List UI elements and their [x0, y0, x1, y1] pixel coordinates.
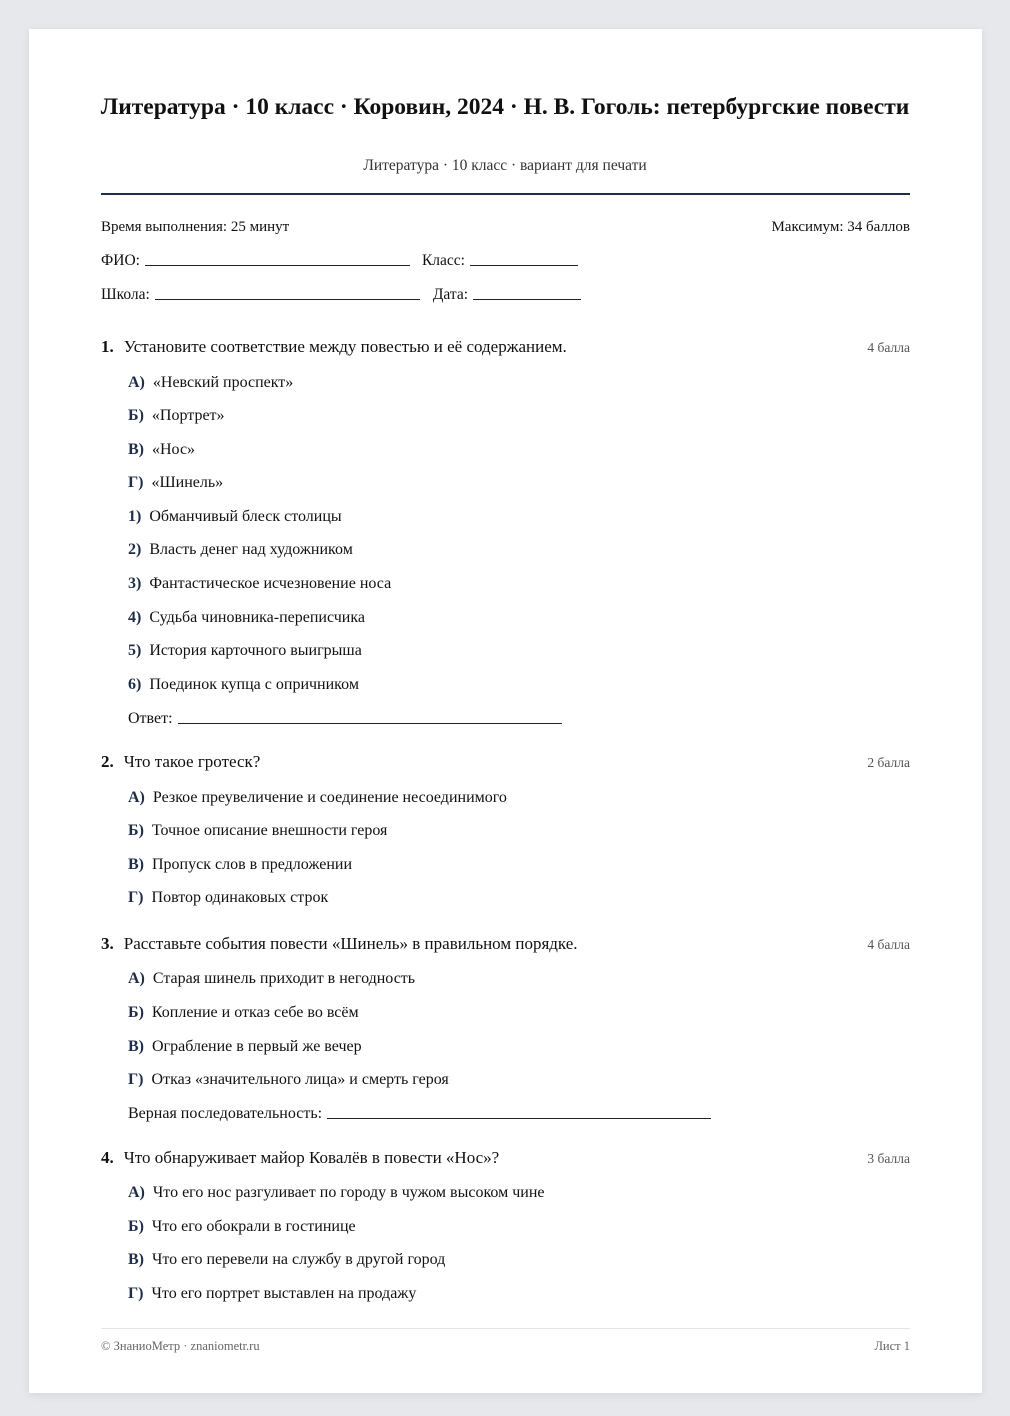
option-text: Точное описание внешности героя [151, 822, 388, 839]
fio-field[interactable] [145, 265, 410, 266]
option-key: В) [128, 856, 144, 873]
option-item [128, 407, 225, 425]
option-key: Г) [128, 1071, 144, 1088]
page-footer [101, 1339, 910, 1354]
option-key: 1) [128, 508, 142, 525]
meta-row [101, 219, 910, 236]
option-item [128, 1285, 416, 1303]
footer-divider [101, 1328, 910, 1329]
option-key: Б) [128, 822, 144, 839]
option-item [128, 856, 352, 874]
option-text: «Нос» [152, 441, 196, 458]
option-item [128, 1038, 362, 1056]
question-points: 3 балла [867, 1151, 910, 1166]
school-date-row [101, 286, 581, 304]
question-number: 2. [101, 752, 114, 771]
option-item [128, 609, 365, 627]
option-text: Обманчивый блеск столицы [149, 508, 342, 525]
option-text: Повтор одинаковых строк [151, 889, 329, 906]
option-key: Б) [128, 407, 144, 424]
option-text: «Портрет» [151, 407, 225, 424]
option-key: 5) [128, 642, 142, 659]
sequence-answer-row [128, 1105, 711, 1123]
option-item [128, 441, 195, 459]
question-points: 2 балла [867, 755, 910, 770]
option-text: Пропуск слов в предложении [152, 856, 352, 873]
option-key: Г) [128, 474, 144, 491]
question-2-header [101, 752, 910, 772]
option-item [128, 1004, 359, 1022]
option-key: А) [128, 374, 145, 391]
option-text: Фантастическое исчезновение носа [149, 575, 392, 592]
option-text: История карточного выигрыша [149, 642, 362, 659]
option-text: Отказ «значительного лица» и смерть героя [151, 1071, 449, 1088]
school-label: Школа: [101, 286, 150, 303]
option-key: В) [128, 441, 144, 458]
option-key: 6) [128, 676, 142, 693]
page-subtitle: Литература · 10 класс · вариант для печати [363, 157, 647, 174]
time-limit: Время выполнения: 25 минут [101, 219, 290, 235]
question-points: 4 балла [867, 340, 910, 355]
answer-label: Ответ: [128, 710, 173, 727]
sequence-answer-label: Верная последовательность: [128, 1105, 323, 1122]
question-text: Что такое гротеск? [123, 752, 261, 771]
option-item [128, 508, 342, 526]
question-4-header [101, 1148, 910, 1168]
fio-class-row [101, 252, 578, 270]
option-item [128, 822, 387, 840]
option-text: Власть денег над художником [149, 541, 353, 558]
question-number: 1. [101, 337, 114, 356]
question-3-header [101, 934, 910, 954]
option-key: Г) [128, 889, 144, 906]
option-text: Старая шинель приходит в негодность [152, 970, 416, 987]
option-key: А) [128, 970, 145, 987]
page-title: Литература · 10 класс · Коровин, 2024 · Н. В. Гоголь: петербургские повести [100, 94, 910, 120]
option-item [128, 889, 328, 907]
option-key: А) [128, 1184, 145, 1201]
option-item [128, 1251, 445, 1269]
option-item [128, 541, 353, 559]
option-item [128, 474, 223, 492]
date-field[interactable] [473, 299, 581, 300]
title-divider [101, 193, 910, 195]
footer-copyright: © ЗнаниоМетр · znaniometr.ru [101, 1339, 260, 1353]
class-label: Класс: [421, 252, 465, 269]
option-item [128, 1218, 356, 1236]
option-text: Копление и отказ себе во всём [151, 1004, 359, 1021]
option-text: Судьба чиновника-переписчика [149, 609, 365, 626]
option-key: А) [128, 789, 145, 806]
sequence-answer-field[interactable] [327, 1118, 711, 1119]
answer-field[interactable] [178, 723, 562, 724]
class-field[interactable] [470, 265, 578, 266]
option-item [128, 789, 507, 807]
question-text: Что обнаруживает майор Ковалёв в повести «Нос»? [123, 1148, 500, 1167]
option-item [128, 1071, 449, 1089]
option-item [128, 676, 359, 694]
answer-row [128, 710, 562, 728]
footer-page-number: Лист 1 [874, 1339, 910, 1353]
date-label: Дата: [432, 286, 469, 303]
question-text: Установите соответствие между повестью и её содержанием. [123, 337, 567, 356]
option-text: «Невский проспект» [152, 374, 294, 391]
question-number: 4. [101, 1148, 114, 1167]
option-item [128, 642, 362, 660]
option-key: В) [128, 1251, 144, 1268]
option-key: Б) [128, 1004, 144, 1021]
option-key: В) [128, 1038, 144, 1055]
option-item [128, 575, 391, 593]
question-text: Расставьте события повести «Шинель» в правильном порядке. [123, 934, 578, 953]
option-item [128, 1184, 545, 1202]
option-key: 4) [128, 609, 142, 626]
option-text: Резкое преувеличение и соединение несоединимого [152, 789, 507, 806]
question-number: 3. [101, 934, 114, 953]
option-text: Поединок купца с опричником [149, 676, 359, 693]
option-text: Ограбление в первый же вечер [152, 1038, 362, 1055]
fio-label: ФИО: [101, 252, 140, 269]
option-text: Что его обокрали в гостинице [151, 1218, 356, 1235]
option-key: Г) [128, 1285, 144, 1302]
option-item [128, 374, 293, 392]
option-key: Б) [128, 1218, 144, 1235]
option-text: «Шинель» [151, 474, 224, 491]
option-item [128, 970, 415, 988]
option-key: 3) [128, 575, 142, 592]
option-text: Что его перевели на службу в другой город [152, 1251, 446, 1268]
question-1-header [101, 337, 910, 357]
question-points: 4 балла [867, 937, 910, 952]
max-score: Максимум: 34 баллов [771, 219, 910, 235]
option-key: 2) [128, 541, 142, 558]
option-text: Что его нос разгуливает по городу в чужом высоком чине [152, 1184, 545, 1201]
school-field[interactable] [155, 299, 420, 300]
option-text: Что его портрет выставлен на продажу [151, 1285, 417, 1302]
